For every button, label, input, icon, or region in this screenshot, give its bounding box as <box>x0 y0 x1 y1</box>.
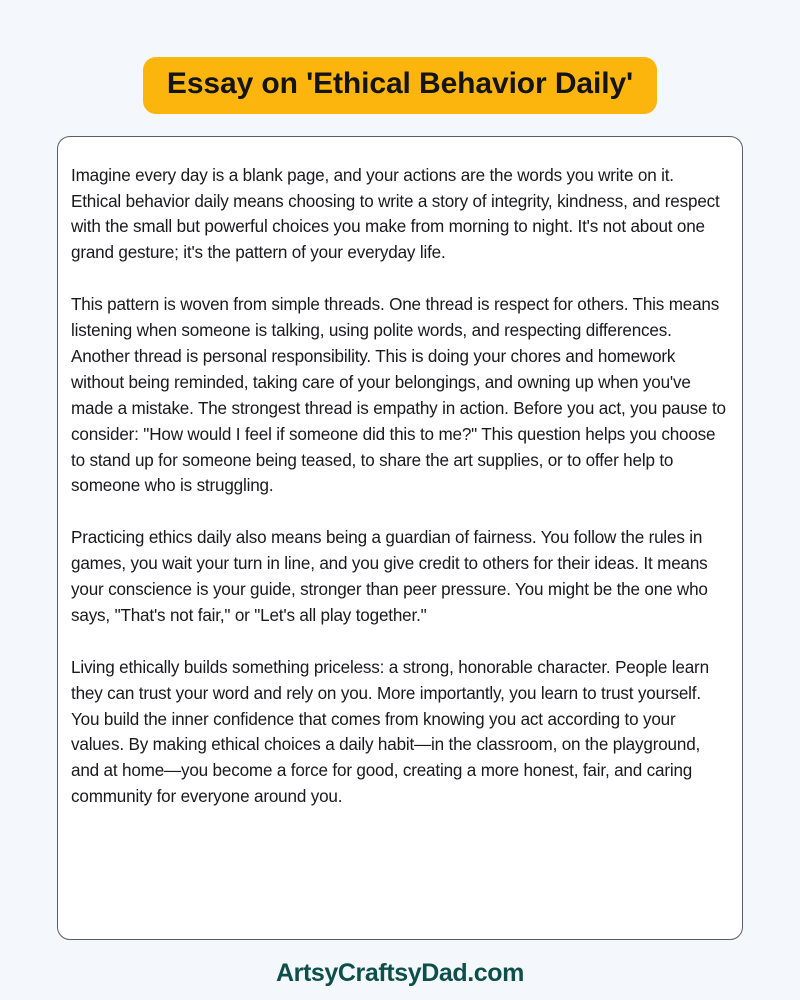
essay-paragraph: This pattern is woven from simple threads. One thread is respect for others. This means listening when someone is talking, using polite words, and respecting differences. Another thread is personal responsibility. This is doing your chores and homework without being reminded, taking care of your belongings, and owning up when you've made a mistake. The strongest thread is empathy in action. Before you act, you pause to consider: "How would I feel if someone did this to me?" This question helps you choose to stand up for someone being teased, to share the art supplies, or to offer help to someone who is struggling. <box>71 295 726 496</box>
essay-paragraph: Living ethically builds something priceless: a strong, honorable character. People learn they can trust your word and rely on you. More importantly, you learn to trust yourself. You build the inner confidence that comes from knowing you act according to your values. By making ethical choices a daily habit—in the classroom, on the playground, and at home—you become a force for good, creating a more honest, fair, and caring community for everyone around you. <box>71 657 709 807</box>
footer-brand: ArtsyCraftsyDad.com <box>275 959 525 987</box>
essay-body <box>71 163 726 811</box>
essay-paragraph: Imagine every day is a blank page, and your actions are the words you write on it. Ethical behavior daily means choosing to write a story of integrity, kindness, and respect with the small but powerful choices you make from morning to night. It's not about one grand gesture; it's the pattern of your everyday life. <box>71 165 720 263</box>
title-banner <box>143 57 657 114</box>
essay-card <box>57 136 743 940</box>
page-title: Essay on 'Ethical Behavior Daily' <box>166 67 634 100</box>
essay-paragraph: Practicing ethics daily also means being a guardian of fairness. You follow the rules in games, you wait your turn in line, and you give credit to others for their ideas. It means your conscience is your guide, stronger than peer pressure. You might be the one who says, "That's not fair," or "Let's all play together." <box>71 528 708 625</box>
